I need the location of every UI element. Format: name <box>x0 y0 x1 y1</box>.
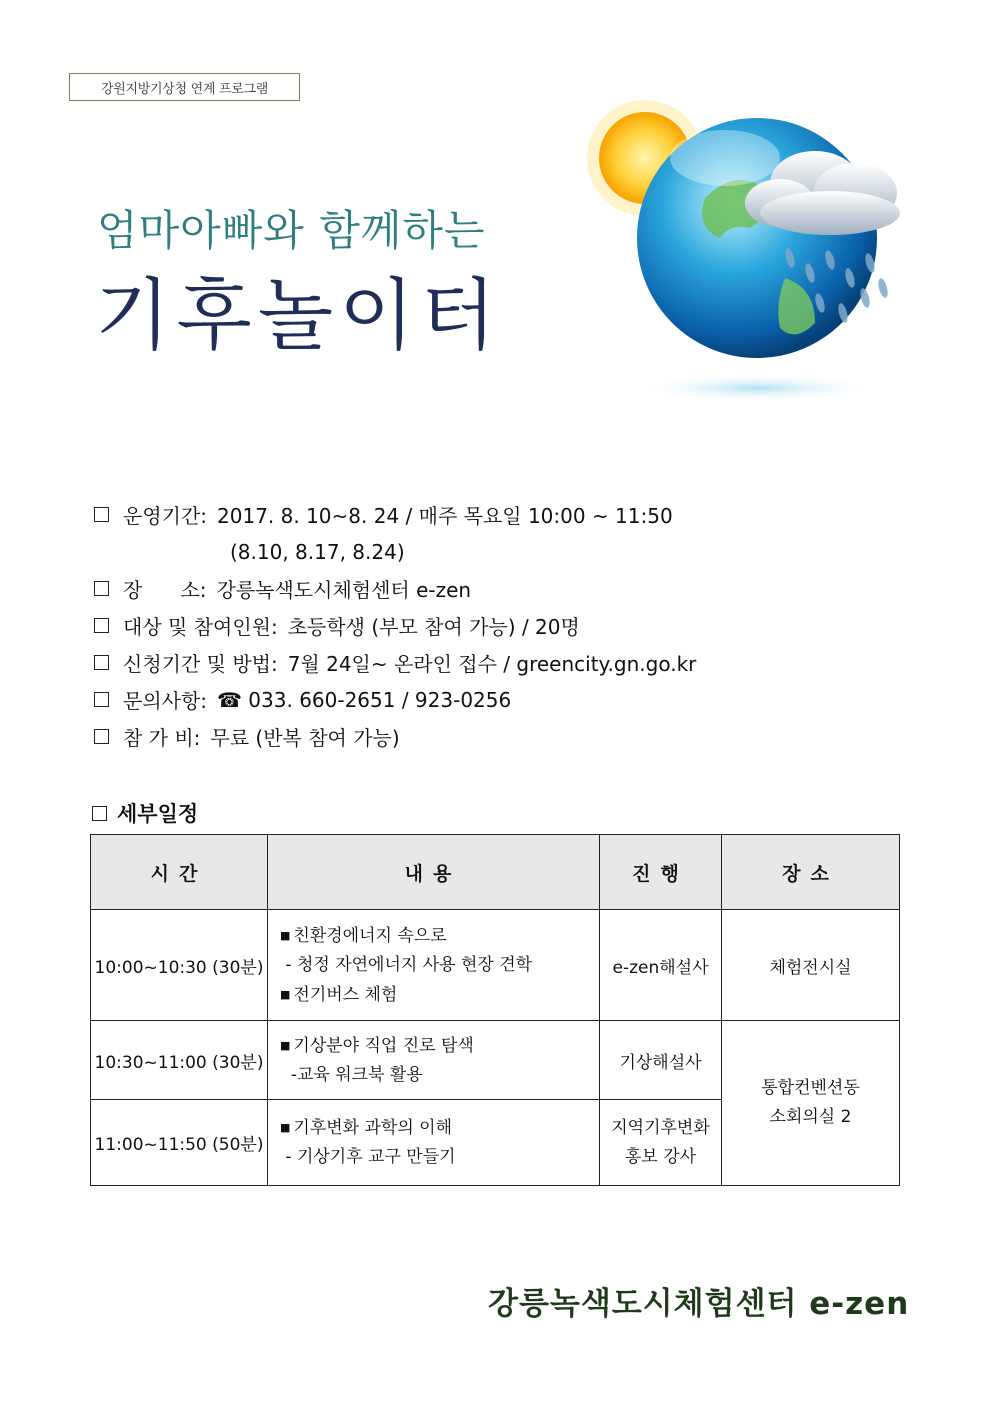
row-lead: 기상해설사 <box>600 1021 722 1100</box>
table-header-row <box>91 835 900 910</box>
content-text: 기상분야 직업 진로 탐색 <box>293 1035 474 1056</box>
square-bullet-icon: ■ <box>280 1121 291 1134</box>
row-content <box>268 910 600 1021</box>
checkbox-icon <box>94 581 109 596</box>
table-row <box>91 910 900 1021</box>
place-line: 소회의실 2 <box>769 1107 852 1127</box>
row-place-merged <box>722 1021 900 1186</box>
info-label: 문의사항: <box>123 689 208 713</box>
table-row <box>91 1021 900 1100</box>
checkbox-icon <box>94 618 109 633</box>
row-lead <box>600 1100 722 1186</box>
poster-subtitle: 엄마아빠와 함께하는 <box>97 206 486 255</box>
info-label: 장 소: <box>123 578 207 602</box>
row-place: 체험전시실 <box>722 910 900 1021</box>
content-text: 기후변화 과학의 이해 <box>293 1118 453 1138</box>
info-value: 7월 24일~ 온라인 접수 / greencity.gn.go.kr <box>287 652 697 676</box>
schedule-title: 세부일정 <box>117 802 199 826</box>
row-content <box>268 1100 600 1186</box>
info-row-place <box>94 570 914 607</box>
checkbox-icon <box>94 729 109 744</box>
info-value: 강릉녹색도시체험센터 e-zen <box>216 578 472 602</box>
info-value: 2017. 8. 10~8. 24 / 매주 목요일 10:00 ~ 11:50 <box>217 504 673 528</box>
content-text: 친환경에너지 속으로 <box>293 925 447 946</box>
info-label: 운영기간: <box>123 504 208 528</box>
info-row-dates <box>94 533 914 570</box>
weather-globe-icon <box>585 88 915 408</box>
info-value: (8.10, 8.17, 8.24) <box>230 539 405 564</box>
content-line <box>280 980 598 1010</box>
row-lead: e-zen해설사 <box>600 910 722 1021</box>
info-row-fee <box>94 718 914 755</box>
header-content: 내용 <box>268 835 600 910</box>
checkbox-icon <box>92 806 107 821</box>
info-label: 신청기간 및 방법: <box>123 652 278 676</box>
row-content <box>268 1021 600 1100</box>
checkbox-icon <box>94 692 109 707</box>
content-line <box>280 921 598 951</box>
content-text: - 기상기후 교구 만들기 <box>285 1147 456 1167</box>
content-text: -교육 워크북 활용 <box>290 1064 423 1085</box>
square-bullet-icon: ■ <box>280 1038 291 1052</box>
header-place: 장소 <box>722 835 900 910</box>
content-line <box>280 1061 598 1090</box>
program-tag: 강원지방기상청 연계 프로그램 <box>69 73 300 101</box>
checkbox-icon <box>94 655 109 670</box>
info-row-apply <box>94 644 914 681</box>
lead-line: 지역기후변화 <box>611 1117 710 1138</box>
content-line <box>280 951 598 980</box>
header-time: 시간 <box>91 835 268 910</box>
schedule-table <box>90 834 900 1186</box>
schedule-heading <box>92 798 198 828</box>
content-line <box>280 1113 598 1143</box>
info-value: 초등학생 (부모 참여 가능) / 20명 <box>287 615 580 639</box>
content-text: - 청정 자연에너지 사용 현장 견학 <box>285 954 533 975</box>
info-row-target <box>94 607 914 644</box>
checkbox-icon <box>94 507 109 522</box>
info-label: 참 가 비: <box>123 726 201 750</box>
info-row-period <box>94 496 914 533</box>
program-info <box>94 496 914 755</box>
row-time: 10:00~10:30 (30분) <box>91 910 268 1021</box>
square-bullet-icon: ■ <box>280 928 291 942</box>
header-lead: 진행 <box>600 835 722 910</box>
info-value: 무료 (반복 참여 가능) <box>210 726 400 750</box>
info-row-contact <box>94 681 914 718</box>
info-value: ☎ 033. 660-2651 / 923-0256 <box>217 687 512 712</box>
row-time: 10:30~11:00 (30분) <box>91 1021 268 1100</box>
footer-organization: 강릉녹색도시체험센터 e-zen <box>488 1286 910 1322</box>
poster-title: 기후놀이터 <box>95 271 502 361</box>
row-time: 11:00~11:50 (50분) <box>91 1100 268 1186</box>
square-bullet-icon: ■ <box>280 987 291 1001</box>
info-label: 대상 및 참여인원: <box>123 615 278 639</box>
content-text: 전기버스 체험 <box>293 984 398 1005</box>
place-line: 통합컨벤션동 <box>761 1078 860 1098</box>
lead-line: 홍보 강사 <box>624 1146 697 1167</box>
content-line <box>280 1143 598 1172</box>
content-line <box>280 1031 598 1061</box>
